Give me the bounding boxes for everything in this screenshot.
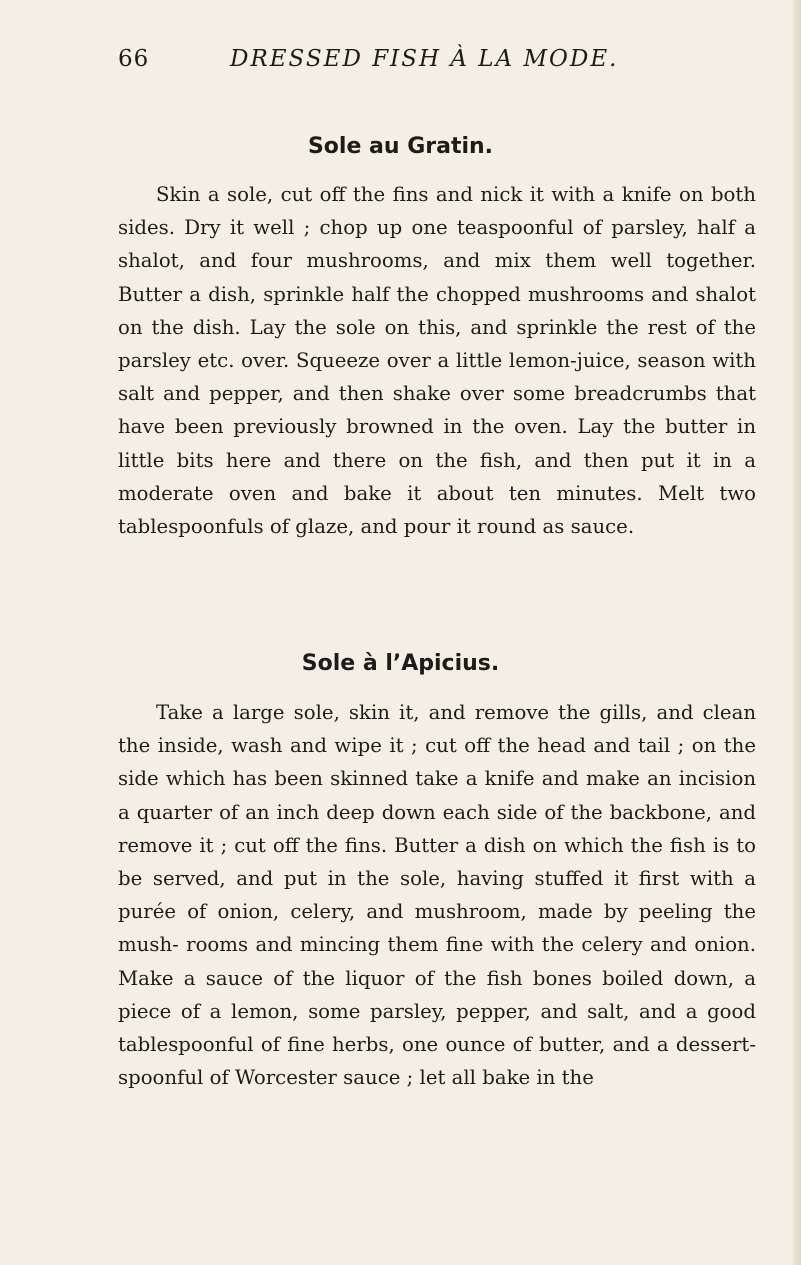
page-number: 66 xyxy=(118,46,150,72)
recipe-heading-sole-au-gratin: Sole au Gratin. xyxy=(307,134,494,159)
recipe-heading-sole-a-lapicius: Sole à l’Apicius. xyxy=(301,651,500,676)
page-edge xyxy=(793,0,801,1265)
running-head xyxy=(118,46,658,82)
running-title: DRESSED FISH À LA MODE. xyxy=(230,46,619,72)
recipe-text-sole-a-lapicius: Take a large sole, skin it, and remove the gills, and clean the inside, wash and wipe it ; cut off the head and tail ; on the side which has been skinned take a knife and make an incision a quarter of an inch deep down each side of the backbone, and remove it ; cut off the fins. Butter a dish on which the fish is to be served, and put in the sole, having stuffed it first with a purée of onion, celery, and mushroom, made by peeling the mush- rooms and mincing them fine with the celery and onion. Make a sauce of the liquor of the fish bones boiled down, a piece of a lemon, some parsley, pepper, and salt, and a good tablespoonful of fine herbs, one ounce of butter, and a dessert- spoonful of Worcester sauce ; let all bake in the xyxy=(118,701,756,1090)
recipe-text-sole-au-gratin: Skin a sole, cut off the fins and nick it with a knife on both sides. Dry it well ; chop up one teaspoonful of parsley, half a shalot, and four mushrooms, and mix them well together. Butter a dish, sprinkle half the chopped mushrooms and shalot on the dish. Lay the sole on this, and sprinkle the rest of the parsley etc. over. Squeeze over a little lemon-juice, season with salt and pepper, and then shake over some breadcrumbs that have been previously browned in the oven. Lay the butter in little bits here and there on the fish, and then put it in a moderate oven and bake it about ten minutes. Melt two tablespoonfuls of glaze, and pour it round as sauce. xyxy=(118,183,756,539)
